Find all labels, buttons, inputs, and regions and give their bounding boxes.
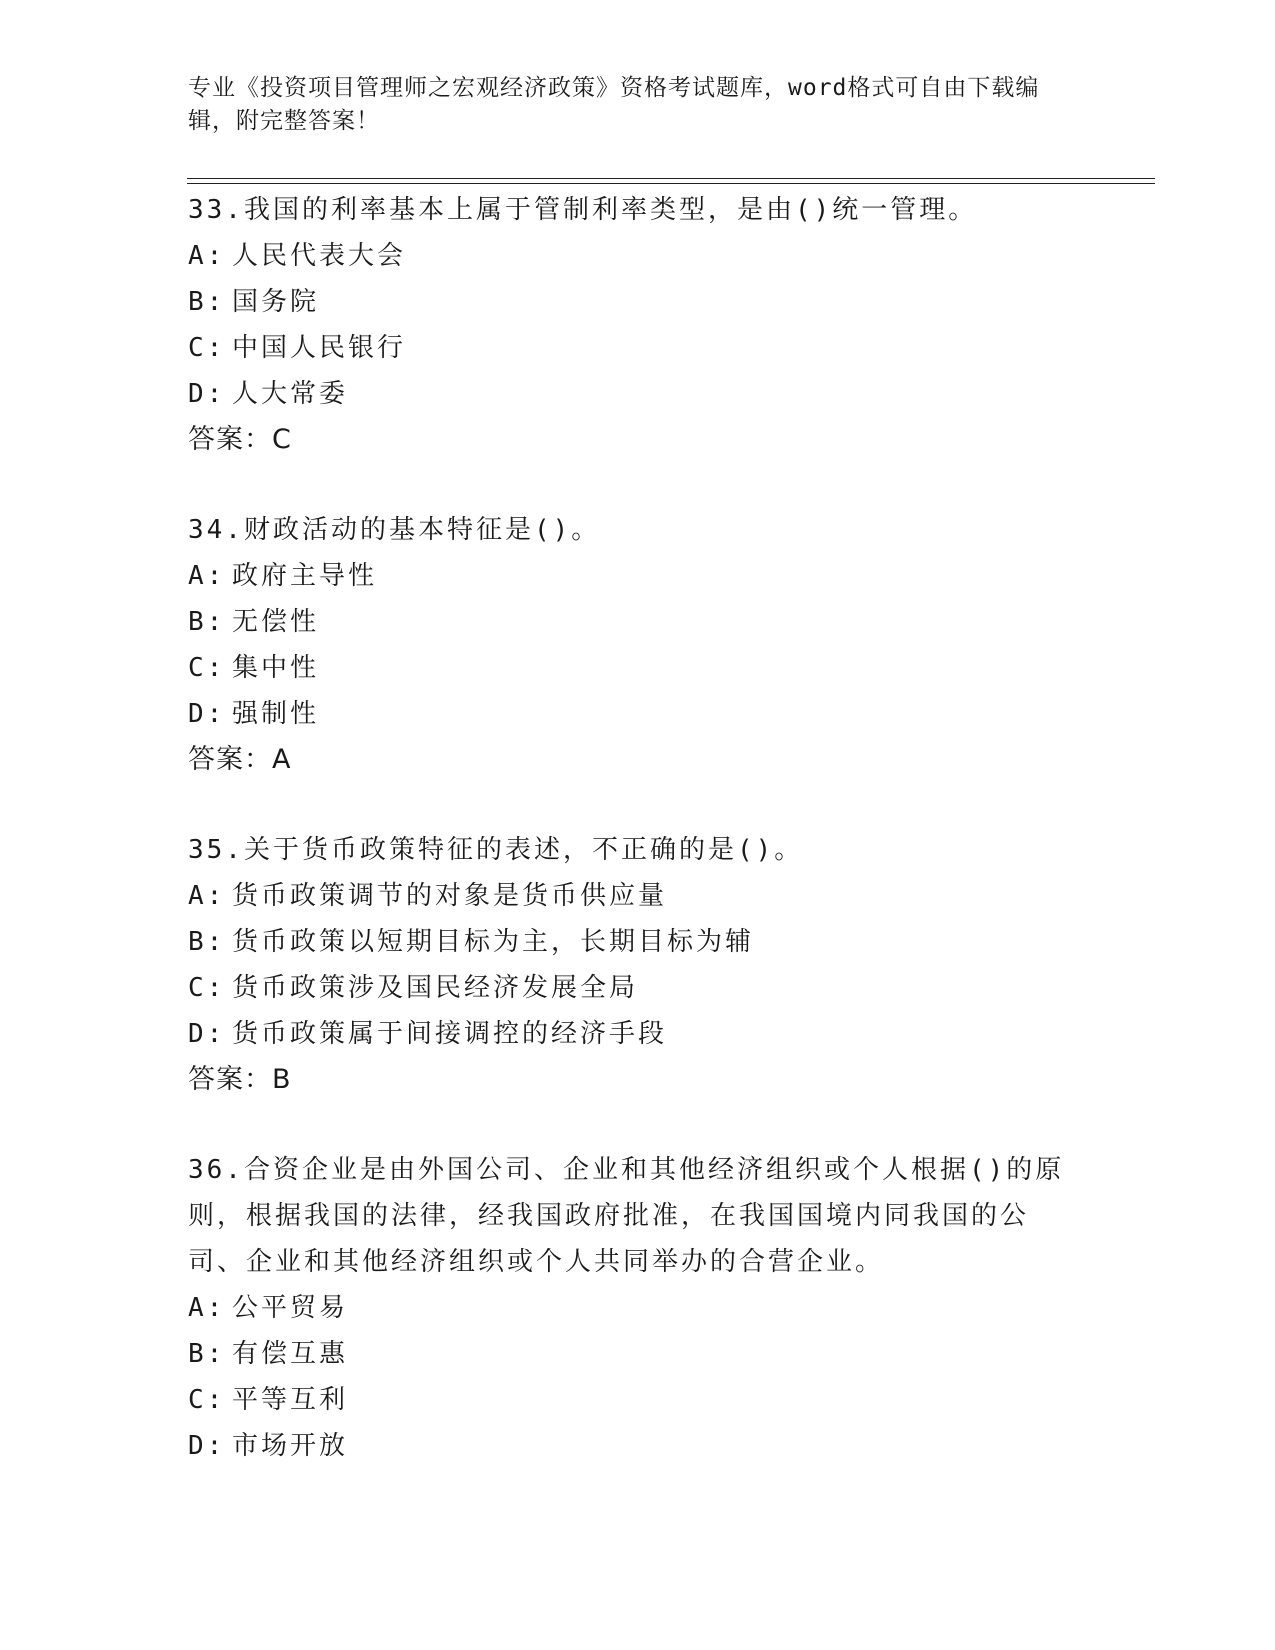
option-a [188,1285,1088,1331]
question-stem: 36.合资企业是由外国公司、企业和其他经济组织或个人根据()的原则，根据我国的法律，经我国政府批准，在我国国境内同我国的公司、企业和其他经济组织或个人共同举办的合营企业。 [188,1155,1065,1277]
option-letter: A: [188,241,226,271]
option-text: 货币政策以短期目标为主，长期目标为辅 [232,927,755,957]
document-header: 专业《投资项目管理师之宏观经济政策》资格考试题库，word格式可自由下载编辑，附完整答案！ [188,75,1040,134]
option-letter: C: [188,653,226,683]
option-letter: C: [188,1385,226,1415]
option-text: 有偿互惠 [232,1339,349,1369]
option-text: 平等互利 [232,1385,349,1415]
option-text: 公平贸易 [232,1293,349,1323]
option-b [188,1331,1088,1377]
option-c [188,1377,1088,1423]
option-text: 市场开放 [232,1431,349,1461]
option-letter: B: [188,1339,226,1369]
answer-line: 答案：C [188,424,292,455]
option-letter: A: [188,881,226,911]
option-text: 货币政策调节的对象是货币供应量 [232,881,668,911]
header-rule-bottom [187,183,1155,184]
question-35 [188,827,1088,1103]
option-d [188,371,1088,417]
option-c [188,645,1088,691]
header-rule-top [187,178,1155,179]
question-stem: 33.我国的利率基本上属于管制利率类型，是由()统一管理。 [188,195,978,225]
option-b [188,599,1088,645]
question-list [188,187,1088,1513]
option-letter: A: [188,1293,226,1323]
option-c [188,325,1088,371]
option-letter: D: [188,1431,226,1461]
question-33 [188,187,1088,463]
option-text: 人大常委 [232,379,349,409]
option-letter: C: [188,973,226,1003]
option-letter: B: [188,927,226,957]
option-a [188,873,1088,919]
option-d [188,1423,1088,1469]
option-text: 货币政策涉及国民经济发展全局 [232,973,639,1003]
answer-line: 答案：B [188,1064,292,1095]
option-letter: D: [188,699,226,729]
option-d [188,691,1088,737]
option-letter: D: [188,379,226,409]
option-text: 无偿性 [232,607,320,637]
option-b [188,279,1088,325]
option-text: 强制性 [232,699,320,729]
option-d [188,1011,1088,1057]
question-34 [188,507,1088,783]
option-text: 国务院 [232,287,320,317]
option-c [188,965,1088,1011]
option-b [188,919,1088,965]
option-a [188,553,1088,599]
option-letter: A: [188,561,226,591]
option-text: 集中性 [232,653,320,683]
option-letter: C: [188,333,226,363]
question-stem: 34.财政活动的基本特征是()。 [188,515,601,545]
option-letter: D: [188,1019,226,1049]
option-text: 政府主导性 [232,561,378,591]
answer-line: 答案：A [188,744,292,775]
option-text: 中国人民银行 [232,333,407,363]
option-letter: B: [188,287,226,317]
question-stem: 35.关于货币政策特征的表述，不正确的是()。 [188,835,804,865]
option-letter: B: [188,607,226,637]
option-text: 人民代表大会 [232,241,407,271]
option-a [188,233,1088,279]
question-36 [188,1147,1088,1469]
option-text: 货币政策属于间接调控的经济手段 [232,1019,668,1049]
